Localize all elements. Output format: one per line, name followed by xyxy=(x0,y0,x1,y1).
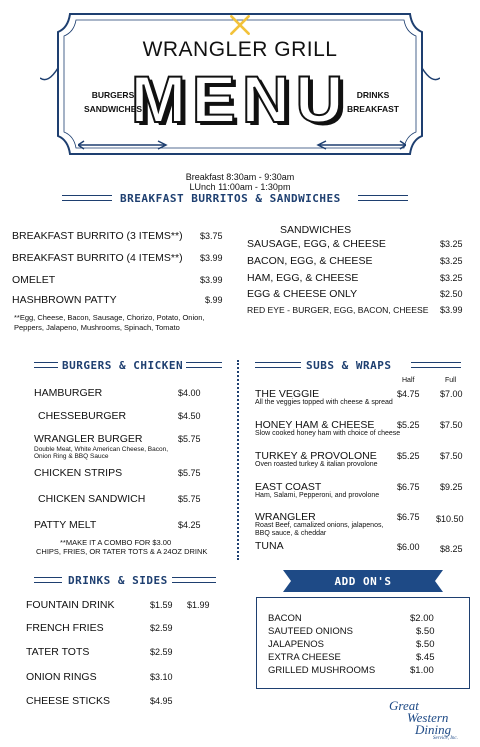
divider xyxy=(62,195,112,201)
menu-item: TATER TOTS xyxy=(26,646,90,658)
sandwiches-heading: SANDWICHES xyxy=(280,224,352,236)
menu-price: $3.99 xyxy=(200,253,223,263)
menu-price: $.99 xyxy=(205,295,223,305)
menu-price: $3.25 xyxy=(440,273,463,283)
full-price: $9.25 xyxy=(440,482,463,492)
menu-item: RED EYE - BURGER, EGG, BACON, CHEESE xyxy=(247,305,429,315)
full-price: $7.50 xyxy=(440,451,463,461)
burrito-note: **Egg, Cheese, Bacon, Sausage, Chorizo, Potato, Onion, Peppers, Jalapeno, Mushrooms, Spinach, Tomato xyxy=(14,313,205,332)
tag-breakfast: BREAKFAST xyxy=(347,104,399,114)
addon-price: $.45 xyxy=(416,652,435,663)
menu-price: $3.75 xyxy=(200,231,223,241)
half-price: $6.00 xyxy=(397,542,420,552)
logo-text: Great xyxy=(389,698,419,713)
half-price: $5.25 xyxy=(397,420,420,430)
menu-price: $4.95 xyxy=(150,696,173,706)
menu-item: CHEESE STICKS xyxy=(26,695,111,707)
divider xyxy=(172,577,216,583)
hours xyxy=(0,172,480,192)
menu-item: HASHBROWN PATTY xyxy=(12,294,117,306)
menu-price: $5.75 xyxy=(178,434,201,444)
menu-item: HAMBURGER xyxy=(34,387,103,399)
menu-price: $3.10 xyxy=(150,672,173,682)
full-price: $7.50 xyxy=(440,420,463,430)
fork-icon xyxy=(227,12,253,38)
tag-burgers: BURGERS xyxy=(91,90,135,100)
addon-price: $1.00 xyxy=(410,665,434,676)
menu-item: FOUNTAIN DRINK xyxy=(26,599,115,611)
column-half: Half xyxy=(402,377,415,384)
menu-price: $4.00 xyxy=(178,388,201,398)
item-description: Onion Ring & BBQ Sauce xyxy=(34,453,109,460)
addon-price: $.50 xyxy=(416,639,435,650)
menu-item: FRENCH FRIES xyxy=(26,622,104,634)
column-full: Full xyxy=(445,377,457,384)
menu-item: EGG & CHEESE ONLY xyxy=(247,288,358,300)
section-heading-subs: SUBS & WRAPS xyxy=(306,359,392,372)
left-tagline xyxy=(78,88,148,116)
menu-item: WRANGLER BURGER xyxy=(34,433,143,445)
divider xyxy=(34,362,58,368)
menu-price: $5.75 xyxy=(178,468,201,478)
addon-price: $2.00 xyxy=(410,613,434,624)
menu-item: CHICKEN SANDWICH xyxy=(38,493,146,505)
column-divider xyxy=(237,360,239,560)
menu-item: CHICKEN STRIPS xyxy=(34,467,123,479)
menu-item: BACON, EGG, & CHEESE xyxy=(247,255,373,267)
item-description: BBQ sauce, & cheddar xyxy=(255,530,327,537)
full-price: $8.25 xyxy=(440,544,463,554)
menu-price: $3.99 xyxy=(200,275,223,285)
menu-price: $3.25 xyxy=(440,256,463,266)
combo-note: CHIPS, FRIES, OR TATER TOTS & A 24OZ DRINK xyxy=(36,547,208,556)
section-heading-drinks: DRINKS & SIDES xyxy=(68,574,168,587)
menu-price: $2.59 xyxy=(150,647,173,657)
menu-price: $2.59 xyxy=(150,623,173,633)
divider xyxy=(186,362,222,368)
menu-item: CHESSEBURGER xyxy=(38,410,127,422)
menu-item: BREAKFAST BURRITO (3 ITEMS**) xyxy=(12,230,183,242)
menu-price: $3.25 xyxy=(440,239,463,249)
section-heading-breakfast: BREAKFAST BURRITOS & SANDWICHES xyxy=(120,192,341,205)
menu-item: WRANGLER xyxy=(255,511,316,523)
item-description: Oven roasted turkey & italian provolone xyxy=(255,461,378,468)
item-description: Slow cooked honey ham with choice of cheese xyxy=(255,430,401,437)
half-price: $4.75 xyxy=(397,389,420,399)
logo-text: Service, Inc. xyxy=(433,736,458,741)
half-price: $6.75 xyxy=(397,512,420,522)
menu-price: $2.50 xyxy=(440,289,463,299)
section-heading-burgers: BURGERS & CHICKEN xyxy=(62,359,184,372)
restaurant-title: WRANGLER GRILL xyxy=(142,38,338,61)
menu-item: SAUSAGE, EGG, & CHEESE xyxy=(247,238,386,250)
menu-item: TUNA xyxy=(255,540,284,552)
full-price: $7.00 xyxy=(440,389,463,399)
item-description: Double Meat, White American Cheese, Bacon, xyxy=(34,446,169,453)
company-logo xyxy=(385,700,475,744)
section-heading-addons: ADD ON'S xyxy=(334,575,392,588)
hours-breakfast: Breakfast 8:30am - 9:30am xyxy=(185,172,295,182)
menu-item: PATTY MELT xyxy=(34,519,97,531)
item-description: All the veggies topped with cheese & spread xyxy=(255,399,393,406)
menu-item: HAM, EGG, & CHEESE xyxy=(247,272,359,284)
menu-item: THE VEGGIE xyxy=(255,388,320,400)
menu-item: TURKEY & PROVOLONE xyxy=(255,450,377,462)
divider xyxy=(358,195,408,201)
item-description: Ham, Salami, Pepperoni, and provolone xyxy=(255,492,380,499)
item-description: Roast Beef, camalized onions, jalapenos, xyxy=(255,522,384,529)
menu-price: $3.99 xyxy=(440,305,463,315)
divider xyxy=(34,577,62,583)
logo-text: Dining xyxy=(415,722,452,737)
arrow-right-icon xyxy=(316,140,406,150)
addon-item: JALAPENOS xyxy=(268,639,324,650)
menu-price: $1.99 xyxy=(187,600,210,610)
menu-item: OMELET xyxy=(12,274,56,286)
half-price: $6.75 xyxy=(397,482,420,492)
menu-item: BREAKFAST BURRITO (4 ITEMS**) xyxy=(12,252,183,264)
tag-sandwiches: SANDWICHES xyxy=(83,104,143,114)
right-tagline xyxy=(338,88,408,116)
addon-item: SAUTEED ONIONS xyxy=(268,626,353,637)
logo-text: Western xyxy=(407,710,449,725)
arrow-left-icon xyxy=(78,140,168,150)
addon-item: EXTRA CHEESE xyxy=(268,652,341,663)
hours-lunch: LUnch 11:00am - 1:30pm xyxy=(189,182,291,192)
menu-word: MENU xyxy=(130,62,350,136)
addon-item: GRILLED MUSHROOMS xyxy=(268,665,376,676)
menu-item: ONION RINGS xyxy=(26,671,97,683)
tag-drinks: DRINKS xyxy=(356,90,390,100)
divider xyxy=(411,362,461,368)
addon-item: BACON xyxy=(268,613,302,624)
full-price: $10.50 xyxy=(436,514,464,524)
half-price: $5.25 xyxy=(397,451,420,461)
addon-price: $.50 xyxy=(416,626,435,637)
menu-item: HONEY HAM & CHEESE xyxy=(255,419,375,431)
menu-price: $4.25 xyxy=(178,520,201,530)
divider xyxy=(255,362,301,368)
menu-price: $5.75 xyxy=(178,494,201,504)
menu-price: $1.59 xyxy=(150,600,173,610)
menu-item: EAST COAST xyxy=(255,481,322,493)
combo-note: **MAKE IT A COMBO FOR $3.00 xyxy=(60,538,172,547)
menu-price: $4.50 xyxy=(178,411,201,421)
